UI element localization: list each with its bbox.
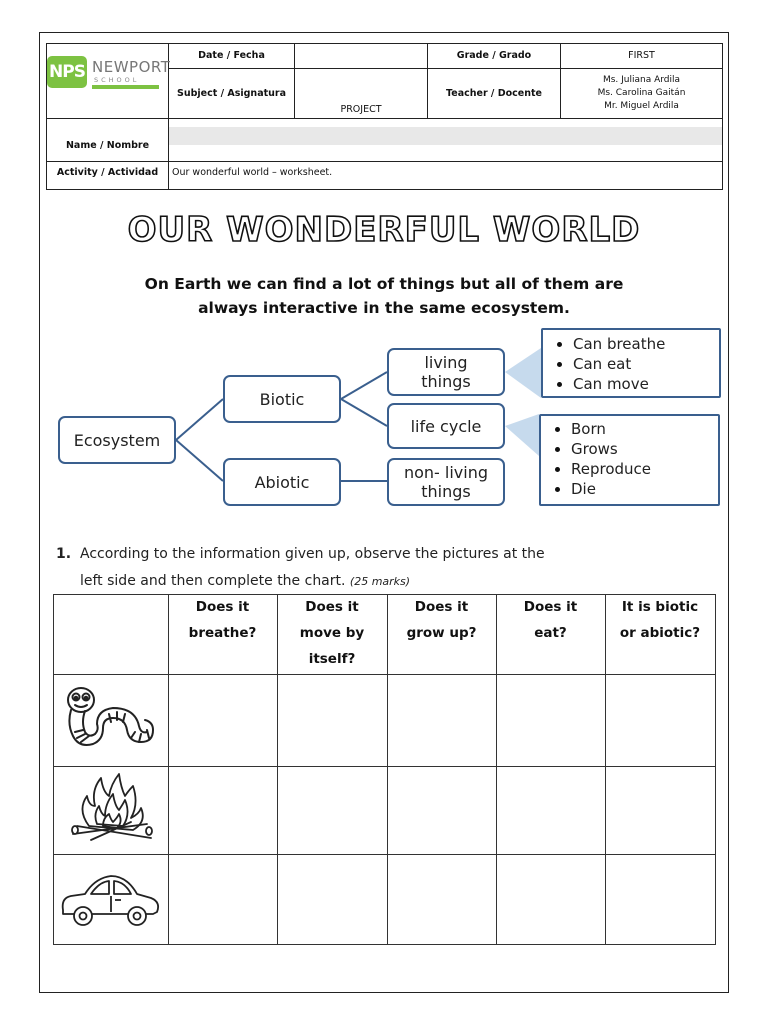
activity-value: Our wonderful world – worksheet. <box>172 166 333 178</box>
intro-line-1: On Earth we can find a lot of things but all of them are <box>144 275 624 293</box>
question-line-2: left side and then complete the chart. <box>80 573 346 589</box>
header-line: move by <box>299 625 365 641</box>
header-line: or abiotic? <box>619 625 701 641</box>
subject-label: Subject / Asignatura <box>177 88 286 99</box>
node-ecosystem: Ecosystem <box>58 416 176 464</box>
question-marks: (25 marks) <box>349 575 411 588</box>
name-field[interactable] <box>169 127 722 145</box>
date-label: Date / Fecha <box>198 50 265 61</box>
header-line: breathe? <box>188 625 257 641</box>
list-item: Can eat <box>543 354 719 374</box>
logo-initials: NPS <box>47 56 87 88</box>
header-line: Does it <box>195 599 250 615</box>
header-line: Does it <box>305 599 359 615</box>
column-header-breathe <box>168 594 277 674</box>
list-item: Born <box>541 419 718 439</box>
intro-text <box>0 272 768 320</box>
node-nonliving-line2: things <box>421 482 471 501</box>
list-item: Can breathe <box>543 334 719 354</box>
teacher-label: Teacher / Docente <box>446 88 542 99</box>
teacher-name: Ms. Juliana Ardila <box>602 75 681 85</box>
node-biotic: Biotic <box>223 375 341 423</box>
name-label: Name / Nombre <box>65 139 150 151</box>
question-1 <box>56 541 716 595</box>
teacher-name: Ms. Carolina Gaitán <box>597 88 686 98</box>
logo-name: NEWPORT <box>92 58 171 76</box>
question-number: 1. <box>56 546 72 562</box>
header-line: grow up? <box>406 625 477 641</box>
header-line: It is biotic <box>621 599 699 615</box>
header-line: eat? <box>534 625 567 641</box>
header-line: Does it <box>523 599 578 615</box>
list-item: Reproduce <box>541 459 718 479</box>
answer-chart <box>53 594 716 945</box>
life-cycle-box <box>539 414 720 506</box>
node-living-line2: things <box>421 372 471 391</box>
header-line: itself? <box>308 651 356 667</box>
column-header-grow <box>387 594 496 674</box>
column-header-eat <box>496 594 605 674</box>
column-header-move <box>277 594 387 674</box>
subject-value: PROJECT <box>340 103 382 115</box>
node-living-line1: living <box>424 353 468 372</box>
node-nonliving-line1: non- living <box>403 463 489 482</box>
header-line: Does it <box>414 599 469 615</box>
node-living-things <box>387 348 505 396</box>
worm-icon <box>59 684 163 758</box>
car-icon <box>57 866 163 932</box>
teacher-name: Mr. Miguel Ardila <box>604 101 679 111</box>
node-abiotic: Abiotic <box>223 458 341 506</box>
living-traits-box <box>541 328 721 398</box>
list-item: Die <box>541 479 718 499</box>
list-item: Can move <box>543 374 719 394</box>
question-line-1: According to the information given up, observe the pictures at the <box>80 546 545 562</box>
node-life-cycle: life cycle <box>387 403 505 449</box>
intro-line-2: always interactive in the same ecosystem. <box>198 299 570 317</box>
column-header-biotic-abiotic <box>605 594 715 674</box>
date-field[interactable] <box>295 43 427 68</box>
campfire-icon <box>67 770 155 850</box>
logo-subtitle: SCHOOL <box>94 76 140 84</box>
node-non-living-things <box>387 458 505 506</box>
page-title: OUR WONDERFUL WORLD <box>127 210 641 250</box>
logo-stripe <box>92 85 159 89</box>
school-logo <box>47 56 171 96</box>
teacher-list <box>561 69 722 118</box>
list-item: Grows <box>541 439 718 459</box>
grade-value: FIRST <box>628 50 655 61</box>
activity-label: Activity / Actividad <box>56 166 159 178</box>
grade-label: Grade / Grado <box>456 50 532 61</box>
